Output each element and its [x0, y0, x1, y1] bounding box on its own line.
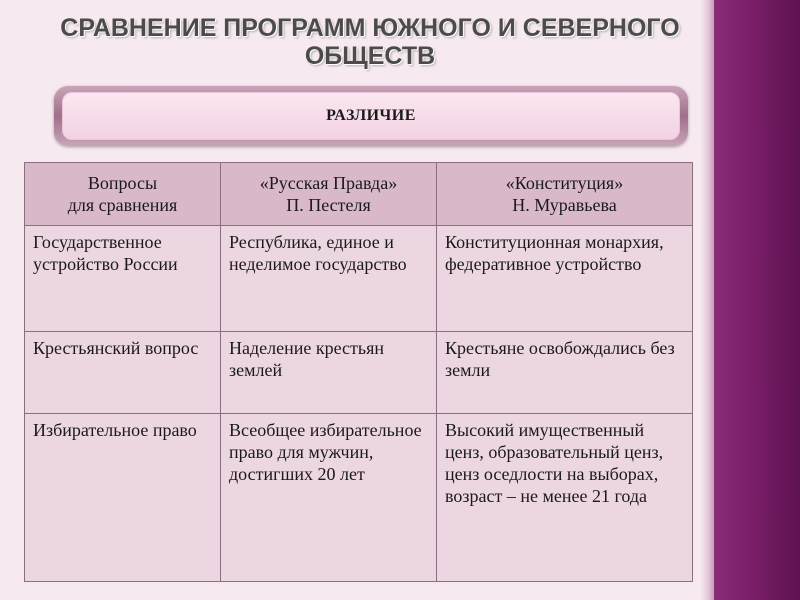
table-header-row: [25, 163, 693, 226]
slide-title-line1: СРАВНЕНИЕ ПРОГРАММ ЮЖНОГО И СЕВЕРНОГО: [60, 14, 680, 42]
difference-banner-inner: [62, 92, 680, 140]
comparison-table: [24, 162, 693, 582]
table-row: [25, 226, 693, 332]
row-question-cell: Избирательное право: [25, 414, 221, 582]
row-pestel-cell: Республика, единое и неделимое государство: [221, 226, 437, 332]
row-pestel-cell: Наделение крестьян землей: [221, 332, 437, 414]
header-russkaya-pravda-line1: «Русская Правда»: [259, 173, 398, 193]
table-row: [25, 332, 693, 414]
difference-banner-label: РАЗЛИЧИЕ: [326, 107, 416, 124]
row-question-cell: Государственное устройство России: [25, 226, 221, 332]
row-muravyov-cell: Высокий имущественный ценз, образовательный ценз, ценз оседлости на выборах, возраст – не менее 21 года: [437, 414, 693, 582]
header-questions: [25, 163, 221, 226]
header-konstitutsiya: [437, 163, 693, 226]
header-questions-line1: Вопросы: [87, 173, 158, 193]
row-pestel-cell: Всеобщее избирательное право для мужчин, достигших 20 лет: [221, 414, 437, 582]
row-question-cell: Крестьянский вопрос: [25, 332, 221, 414]
right-decorative-band: [714, 0, 800, 600]
header-konstitutsiya-line1: «Конституция»: [505, 173, 624, 193]
slide-title: [40, 14, 700, 70]
header-russkaya-pravda-line2: П. Пестеля: [286, 195, 371, 215]
header-russkaya-pravda: [221, 163, 437, 226]
difference-banner: [54, 86, 688, 146]
header-questions-line2: для сравнения: [67, 195, 178, 215]
row-muravyov-cell: Крестьяне освобождались без земли: [437, 332, 693, 414]
header-konstitutsiya-line2: Н. Муравьева: [512, 195, 617, 215]
right-band-edge: [700, 0, 714, 600]
row-muravyov-cell: Конституционная монархия, федеративное устройство: [437, 226, 693, 332]
slide-title-line2: ОБЩЕСТВ: [304, 42, 436, 70]
table-row: [25, 414, 693, 582]
